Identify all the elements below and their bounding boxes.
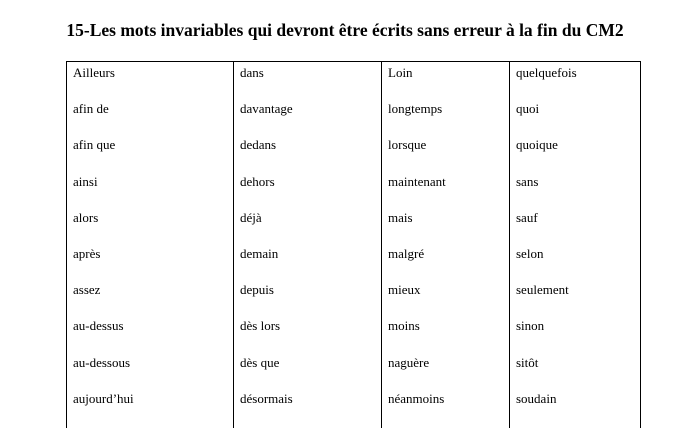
table-cell: selon (516, 246, 544, 261)
table-column (509, 62, 640, 428)
table-cell: quoi (516, 101, 540, 117)
table-cell: depuis (240, 282, 274, 298)
table-cell: au-dessus (73, 318, 124, 334)
table-cell: afin de (73, 101, 109, 117)
table-cell: dans (240, 65, 264, 80)
table-cell: dès que (240, 354, 280, 370)
table-cell: après (73, 246, 101, 261)
table-cell: ainsi (73, 173, 98, 189)
table-cell: naguère (388, 354, 430, 370)
table-cell: seulement (516, 282, 569, 298)
table-cell: sauf (516, 209, 538, 225)
table-cell: longtemps (388, 101, 443, 117)
table-cell: sans (516, 173, 539, 189)
table-cell: lorsque (388, 137, 427, 153)
table-cell: malgré (388, 246, 425, 261)
table-cell: demain (240, 246, 279, 261)
table-cell: sinon (516, 318, 545, 334)
table-cell: désormais (240, 390, 293, 406)
table-column (67, 62, 233, 428)
invariable-words-table (66, 61, 641, 428)
table-cell: alors (73, 209, 99, 225)
table-cell: moins (388, 318, 420, 334)
table-cell: dehors (240, 173, 275, 189)
table-cell: maintenant (388, 173, 446, 189)
table-cell: dès lors (240, 318, 281, 334)
table-cell: quelquefois (516, 65, 577, 80)
table-cell: mais (388, 209, 413, 225)
table-cell: sitôt (516, 354, 539, 370)
table-column (381, 62, 509, 428)
table-cell: néanmoins (388, 390, 445, 406)
table-cell: davantage (240, 101, 293, 117)
table-cell: assez (73, 282, 101, 298)
table-cell: dedans (240, 137, 277, 153)
table-cell: mieux (388, 282, 421, 298)
page-title: 15-Les mots invariables qui devront être écrits sans erreur à la fin du CM2 (66, 20, 624, 40)
table-cell: quoique (516, 137, 558, 153)
table-column (233, 62, 381, 428)
table-cell: au-dessous (73, 354, 131, 370)
table-cell: Ailleurs (73, 65, 115, 80)
table-cell: Loin (388, 65, 413, 80)
table-cell: aujourd’hui (73, 390, 134, 406)
table-cell: déjà (240, 209, 262, 225)
table-cell: afin que (73, 137, 116, 153)
table-cell: soudain (516, 390, 557, 406)
